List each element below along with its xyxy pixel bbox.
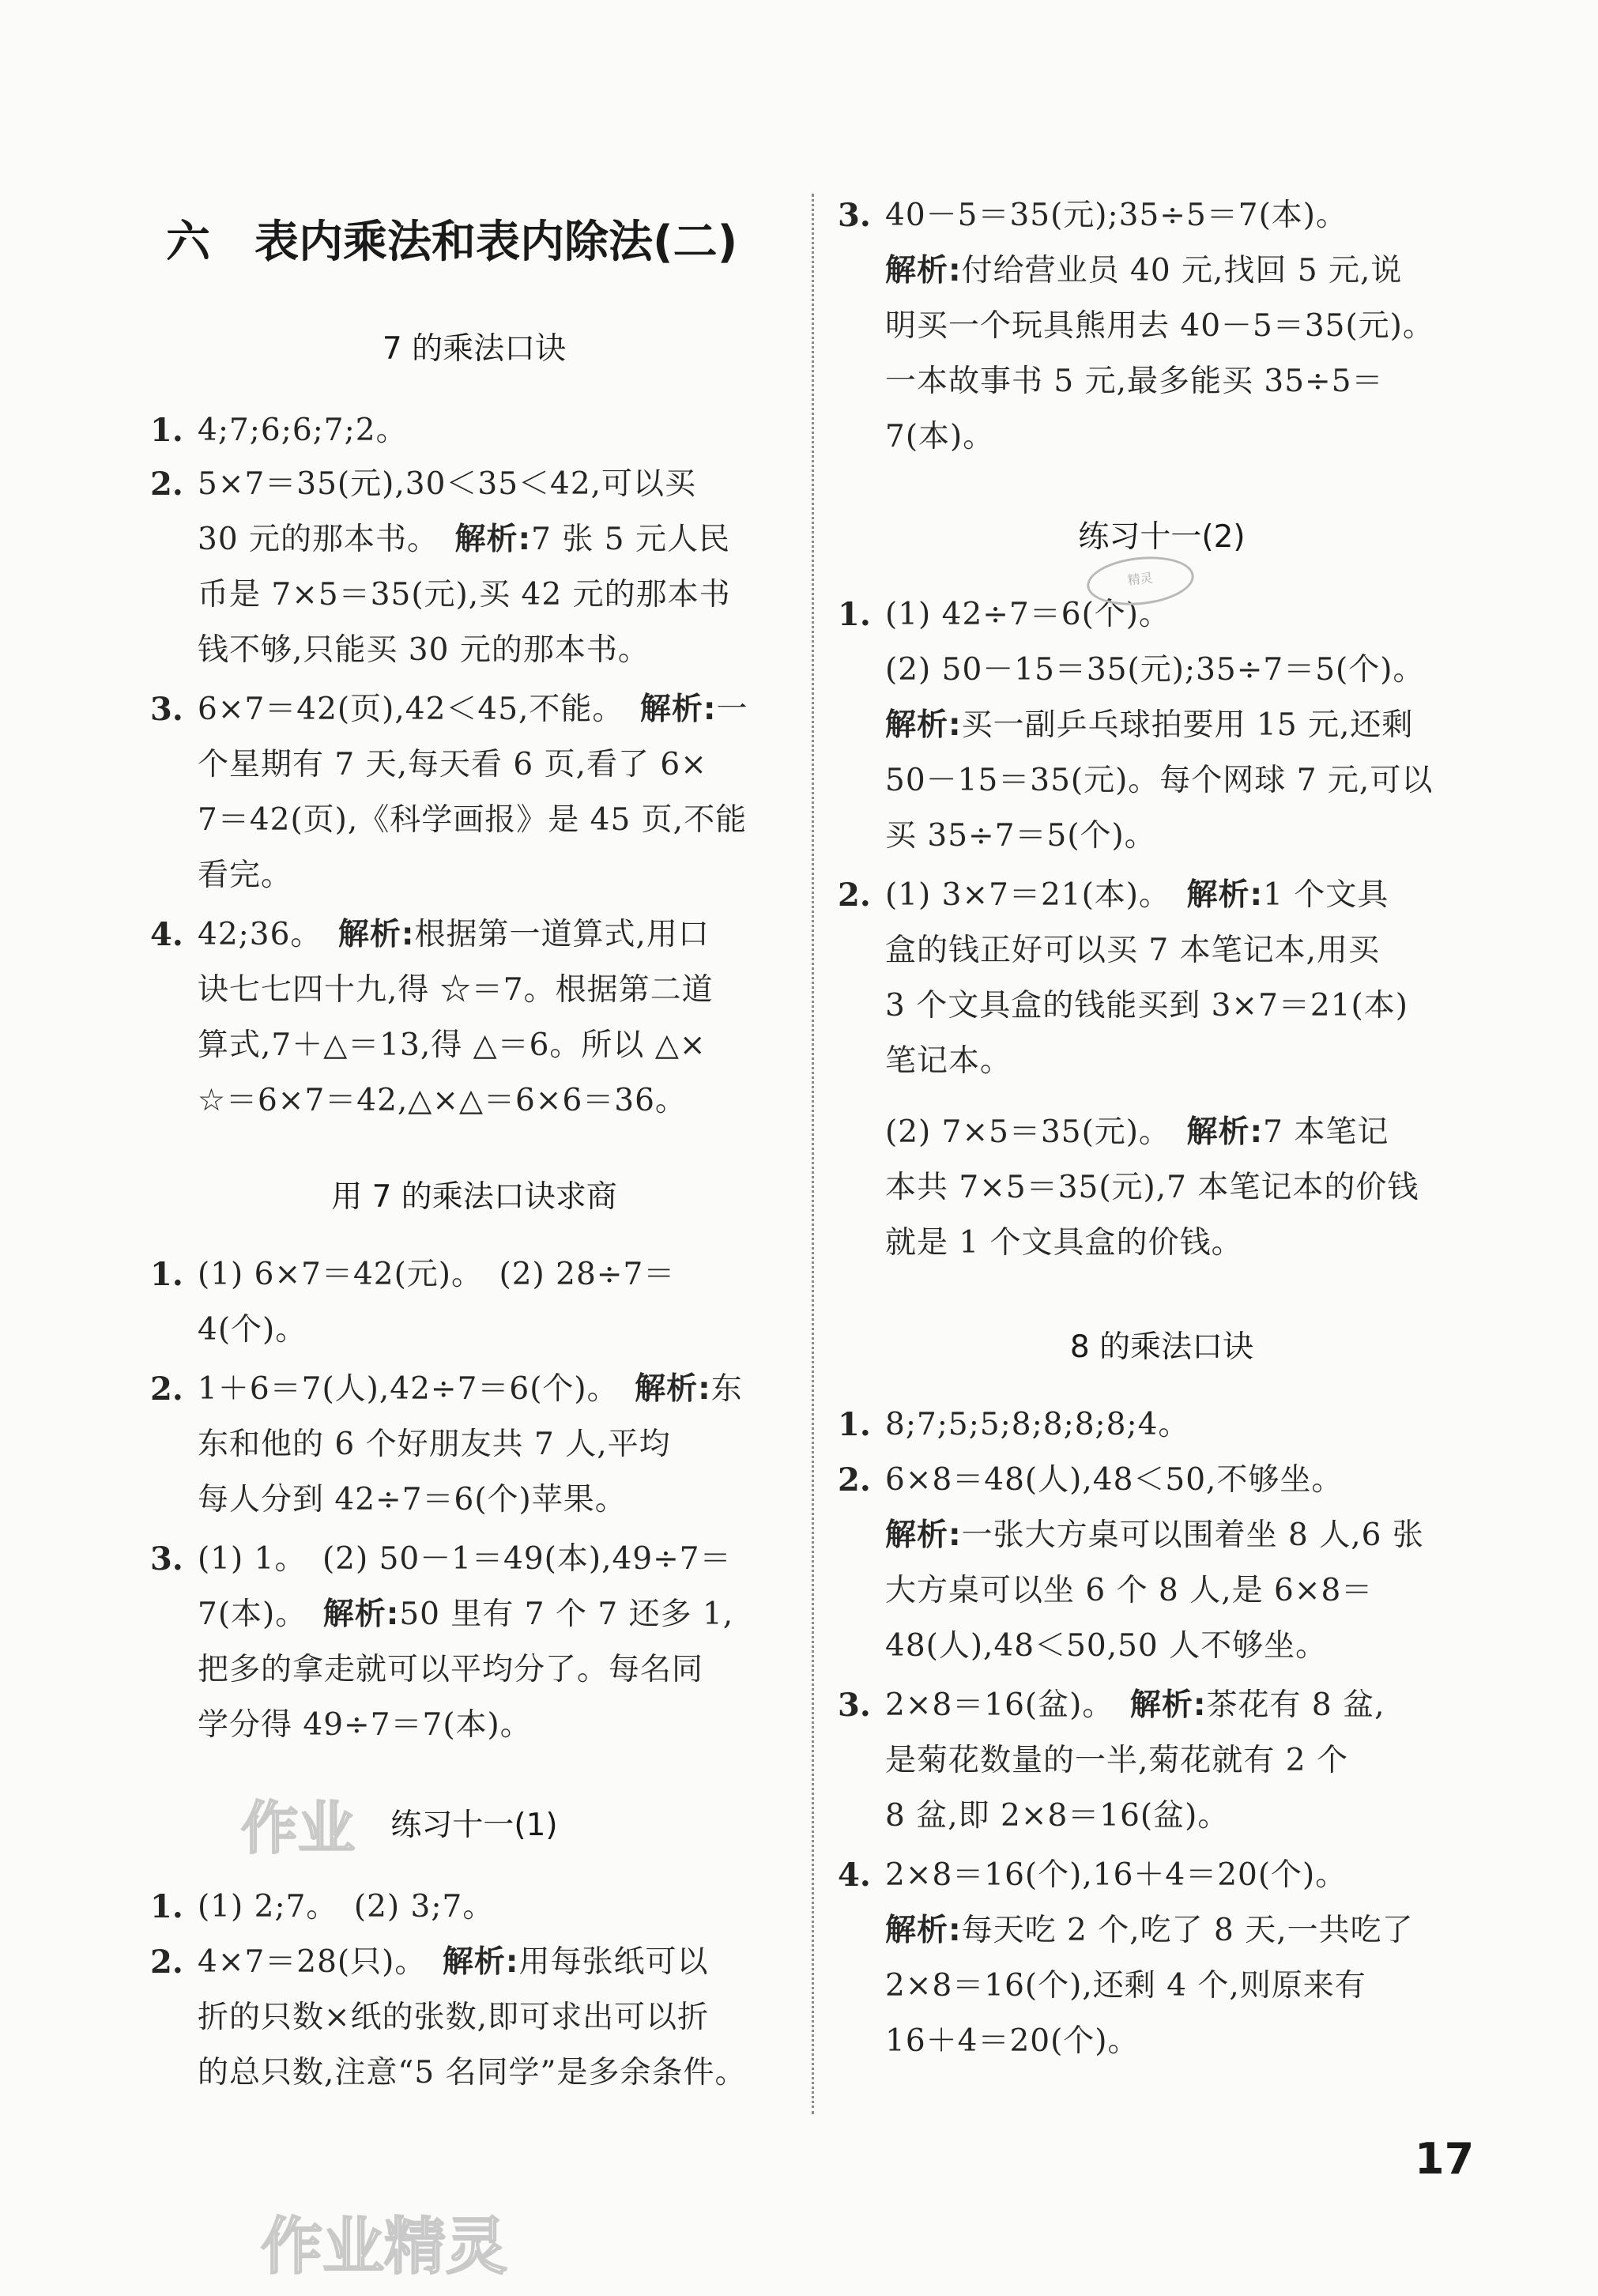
answer-text: 每人分到 42÷7＝6(个)苹果。	[198, 1482, 627, 1517]
answer-text: (2) 50－15＝35(元);35÷7＝5(个)。	[885, 652, 1425, 688]
answer-line	[885, 707, 1414, 743]
answer-text: 6×8＝48(人),48＜50,不够坐。	[885, 1462, 1344, 1498]
question-number: 3.	[150, 691, 183, 728]
analysis-label: 解析:	[322, 1597, 400, 1632]
analysis-label: 解析:	[639, 692, 717, 727]
answer-text: (1) 3×7＝21(本)。	[885, 877, 1187, 913]
question-number: 1.	[150, 412, 183, 449]
answer-text: 一	[716, 692, 748, 727]
answer-text: 一张大方桌可以围着坐 8 人,6 张	[961, 1517, 1424, 1553]
column-divider	[812, 194, 814, 2114]
answer-text: 8 盆,即 2×8＝16(盆)。	[885, 1798, 1230, 1834]
section-title: 练习十一(2)	[1078, 519, 1246, 555]
chapter-name: 表内乘法和表内除法(二)	[254, 217, 738, 268]
question-number: 4.	[150, 916, 183, 953]
answer-text: 个星期有 7 天,每天看 6 页,看了 6×	[198, 747, 707, 782]
answer-line	[885, 1225, 1243, 1261]
answer-line	[198, 1371, 743, 1407]
answer-text: 4×7＝28(只)。	[198, 1944, 443, 1980]
answer-text: 48(人),48＜50,50 人不够坐。	[885, 1628, 1328, 1664]
analysis-label: 解析:	[885, 1517, 962, 1553]
answer-text: 笔记本。	[885, 1043, 1012, 1079]
answer-line	[885, 255, 1402, 286]
answer-text: 7＝42(页),《科学画报》是 45 页,不能	[198, 802, 748, 838]
answer-text: 折的只数×纸的张数,即可求出可以折	[198, 2000, 710, 2035]
answer-text: (2) 7×5＝35(元)。	[885, 1114, 1187, 1150]
answer-line	[198, 1707, 532, 1743]
answer-text: 钱不够,只能买 30 元的那本书。	[198, 632, 650, 668]
answer-line	[885, 366, 1384, 397]
answer-text: 茶花有 8 盆,	[1206, 1687, 1385, 1723]
answer-line	[885, 1172, 1419, 1203]
answer-line	[885, 1517, 1424, 1553]
answer-text: 4;7;6;6;7;2。	[198, 413, 408, 448]
answer-line	[885, 988, 1408, 1024]
analysis-label: 解析:	[885, 253, 962, 288]
question-number: 2.	[838, 1461, 871, 1499]
answer-text: 7(本)。	[885, 419, 995, 454]
answer-line	[198, 632, 650, 668]
question-number: 2.	[150, 1370, 183, 1408]
analysis-label: 解析:	[1129, 1687, 1207, 1723]
answer-text: 把多的拿走就可以平均分了。每名同	[198, 1652, 704, 1687]
analysis-label: 解析:	[337, 917, 415, 952]
answer-line	[198, 1889, 495, 1925]
answer-text: 根据第一道算式,用口	[414, 917, 710, 952]
answer-line	[198, 577, 731, 613]
answer-text: 8;7;5;5;8;8;8;8;4。	[885, 1407, 1190, 1442]
answer-text: 算式,7＋△＝13,得 △＝6。所以 △×	[198, 1027, 707, 1063]
analysis-label: 解析:	[1186, 877, 1264, 913]
answer-line	[198, 415, 408, 446]
answer-line	[198, 1259, 675, 1290]
answer-line	[198, 524, 730, 555]
section-title: 8 的乘法口诀	[1069, 1329, 1254, 1365]
answer-text: 50－15＝35(元)。每个网球 7 元,可以	[885, 763, 1434, 798]
answer-text: 盒的钱正好可以买 7 本笔记本,用买	[885, 933, 1381, 968]
answer-text: 的总只数,注意“5 名同学”是多余条件。	[198, 2055, 747, 2091]
answer-text: 2×8＝16(盆)。	[885, 1687, 1130, 1723]
answer-line	[198, 1027, 707, 1063]
answer-text: 2×8＝16(个),还剩 4 个,则原来有	[885, 1968, 1366, 2004]
answer-text: 东	[710, 1371, 743, 1407]
answer-text: 本共 7×5＝35(元),7 本笔记本的价钱	[885, 1170, 1419, 1205]
answer-line	[198, 972, 714, 1008]
answer-text: (1) 1。 (2) 50－1＝49(本),49÷7＝	[198, 1541, 732, 1577]
answer-text: 7 本笔记	[1263, 1114, 1389, 1150]
answer-text: 每天吃 2 个,吃了 8 天,一共吃了	[961, 1913, 1414, 1948]
answer-text: 1＋6＝7(人),42÷7＝6(个)。	[198, 1371, 635, 1407]
answer-text: 50 里有 7 个 7 还多 1,	[399, 1597, 734, 1632]
answer-text: 4(个)。	[198, 1312, 307, 1348]
answer-line	[198, 2055, 747, 2091]
analysis-label: 解析:	[1186, 1114, 1264, 1150]
answer-line	[198, 749, 707, 780]
analysis-label: 解析:	[442, 1944, 519, 1980]
answer-text: (1) 42÷7＝6(个)。	[885, 597, 1171, 632]
answer-text: 学分得 49÷7＝7(本)。	[198, 1707, 532, 1743]
answer-text: 42;36。	[198, 917, 338, 952]
answer-line	[198, 1654, 703, 1685]
answer-line	[198, 1312, 307, 1348]
answer-text: 6×7＝42(页),42＜45,不能。	[198, 692, 640, 727]
answer-line	[885, 1857, 1347, 1893]
answer-line	[885, 1628, 1328, 1664]
question-number: 1.	[150, 1888, 183, 1925]
question-number: 2.	[150, 466, 183, 503]
answer-line	[885, 1687, 1385, 1723]
answer-text: (1) 2;7。 (2) 3;7。	[198, 1889, 495, 1925]
answer-text: 2×8＝16(个),16＋4＝20(个)。	[885, 1857, 1347, 1893]
answer-text: 明买一个玩具熊用去 40－5＝35(元)。	[885, 308, 1434, 344]
section-title: 7 的乘法口诀	[382, 331, 567, 367]
question-number: 1.	[150, 1256, 183, 1293]
answer-line	[198, 2002, 709, 2033]
question-number: 2.	[150, 1943, 183, 1981]
answer-text: 7(本)。	[198, 1597, 323, 1632]
question-number: 2.	[838, 877, 871, 914]
answer-text: 东和他的 6 个好朋友共 7 人,平均	[198, 1427, 671, 1462]
answer-text: 一本故事书 5 元,最多能买 35÷5＝	[885, 364, 1384, 399]
question-number: 3.	[838, 1687, 871, 1724]
question-number: 1.	[838, 1406, 871, 1443]
answer-text: 诀七七四十九,得 ☆＝7。根据第二道	[198, 972, 714, 1008]
answer-line	[885, 421, 994, 452]
answer-line	[885, 1409, 1189, 1440]
chapter-title	[166, 207, 737, 270]
answer-line	[885, 1575, 1373, 1606]
answer-line	[198, 1944, 709, 1980]
answer-text: 买 35÷7＝5(个)。	[885, 818, 1156, 854]
answer-text: 1 个文具	[1263, 877, 1389, 913]
watermark-stamp: 精灵	[1084, 552, 1197, 610]
answer-text: 30 元的那本书。	[198, 522, 455, 557]
answer-text: 币是 7×5＝35(元),买 42 元的那本书	[198, 577, 731, 613]
answer-line	[198, 1429, 671, 1460]
answer-line	[198, 1085, 687, 1116]
answer-line	[198, 466, 697, 502]
answer-text: ☆＝6×7＝42,△×△＝6×6＝36。	[198, 1083, 687, 1118]
answer-line	[885, 1043, 1012, 1079]
answer-line	[885, 818, 1156, 854]
answer-line	[885, 877, 1389, 913]
answer-line	[885, 1968, 1366, 2004]
analysis-label: 解析:	[885, 707, 962, 743]
section-title: 用 7 的乘法口诀求商	[331, 1179, 617, 1215]
page-number: 17	[1415, 2134, 1475, 2184]
answer-text: 5×7＝35(元),30＜35＜42,可以买	[198, 466, 697, 502]
answer-line	[885, 200, 1347, 231]
answer-text: (1) 6×7＝42(元)。 (2) 28÷7＝	[198, 1257, 676, 1292]
answer-line	[198, 1599, 733, 1630]
answer-line	[885, 308, 1434, 344]
answer-line	[885, 1462, 1344, 1498]
answer-text: 用每张纸可以	[518, 1944, 709, 1980]
answer-line	[198, 1541, 732, 1577]
answer-text: 是菊花数量的一半,菊花就有 2 个	[885, 1743, 1349, 1778]
answer-line	[885, 1798, 1230, 1834]
chapter-number: 六	[166, 217, 210, 268]
answer-line	[885, 1915, 1414, 1946]
question-number: 3.	[838, 197, 871, 234]
answer-text: 就是 1 个文具盒的价钱。	[885, 1225, 1243, 1261]
answer-line	[885, 1114, 1389, 1150]
answer-text: 40－5＝35(元);35÷5＝7(本)。	[885, 198, 1347, 233]
question-number: 4.	[838, 1857, 871, 1894]
answer-line	[198, 860, 292, 891]
answer-text: 大方桌可以坐 6 个 8 人,是 6×8＝	[885, 1573, 1374, 1608]
answer-line	[885, 1745, 1348, 1776]
answer-line	[198, 1484, 627, 1515]
answer-line	[885, 2023, 1140, 2059]
analysis-label: 解析:	[885, 1913, 962, 1948]
answer-text: 看完。	[198, 858, 293, 893]
answer-text: 买一副乒乓球拍要用 15 元,还剩	[961, 707, 1414, 743]
answer-text: 3 个文具盒的钱能买到 3×7＝21(本)	[885, 988, 1408, 1024]
answer-text: 16＋4＝20(个)。	[885, 2023, 1140, 2059]
answer-text: 付给营业员 40 元,找回 5 元,说	[961, 253, 1403, 288]
answer-text: 7 张 5 元人民	[531, 522, 730, 557]
answer-line	[885, 935, 1380, 966]
answer-line	[198, 919, 710, 950]
question-number: 1.	[838, 596, 871, 633]
section-title: 练习十一(1)	[390, 1808, 558, 1843]
answer-line	[198, 802, 748, 838]
answer-line	[885, 765, 1433, 796]
answer-line	[198, 694, 748, 725]
analysis-label: 解析:	[454, 522, 532, 557]
watermark-text: 作业精灵	[261, 2211, 508, 2283]
watermark-text: 作业	[241, 1795, 356, 1861]
answer-line	[885, 652, 1425, 688]
analysis-label: 解析:	[635, 1371, 711, 1407]
question-number: 3.	[150, 1540, 183, 1578]
